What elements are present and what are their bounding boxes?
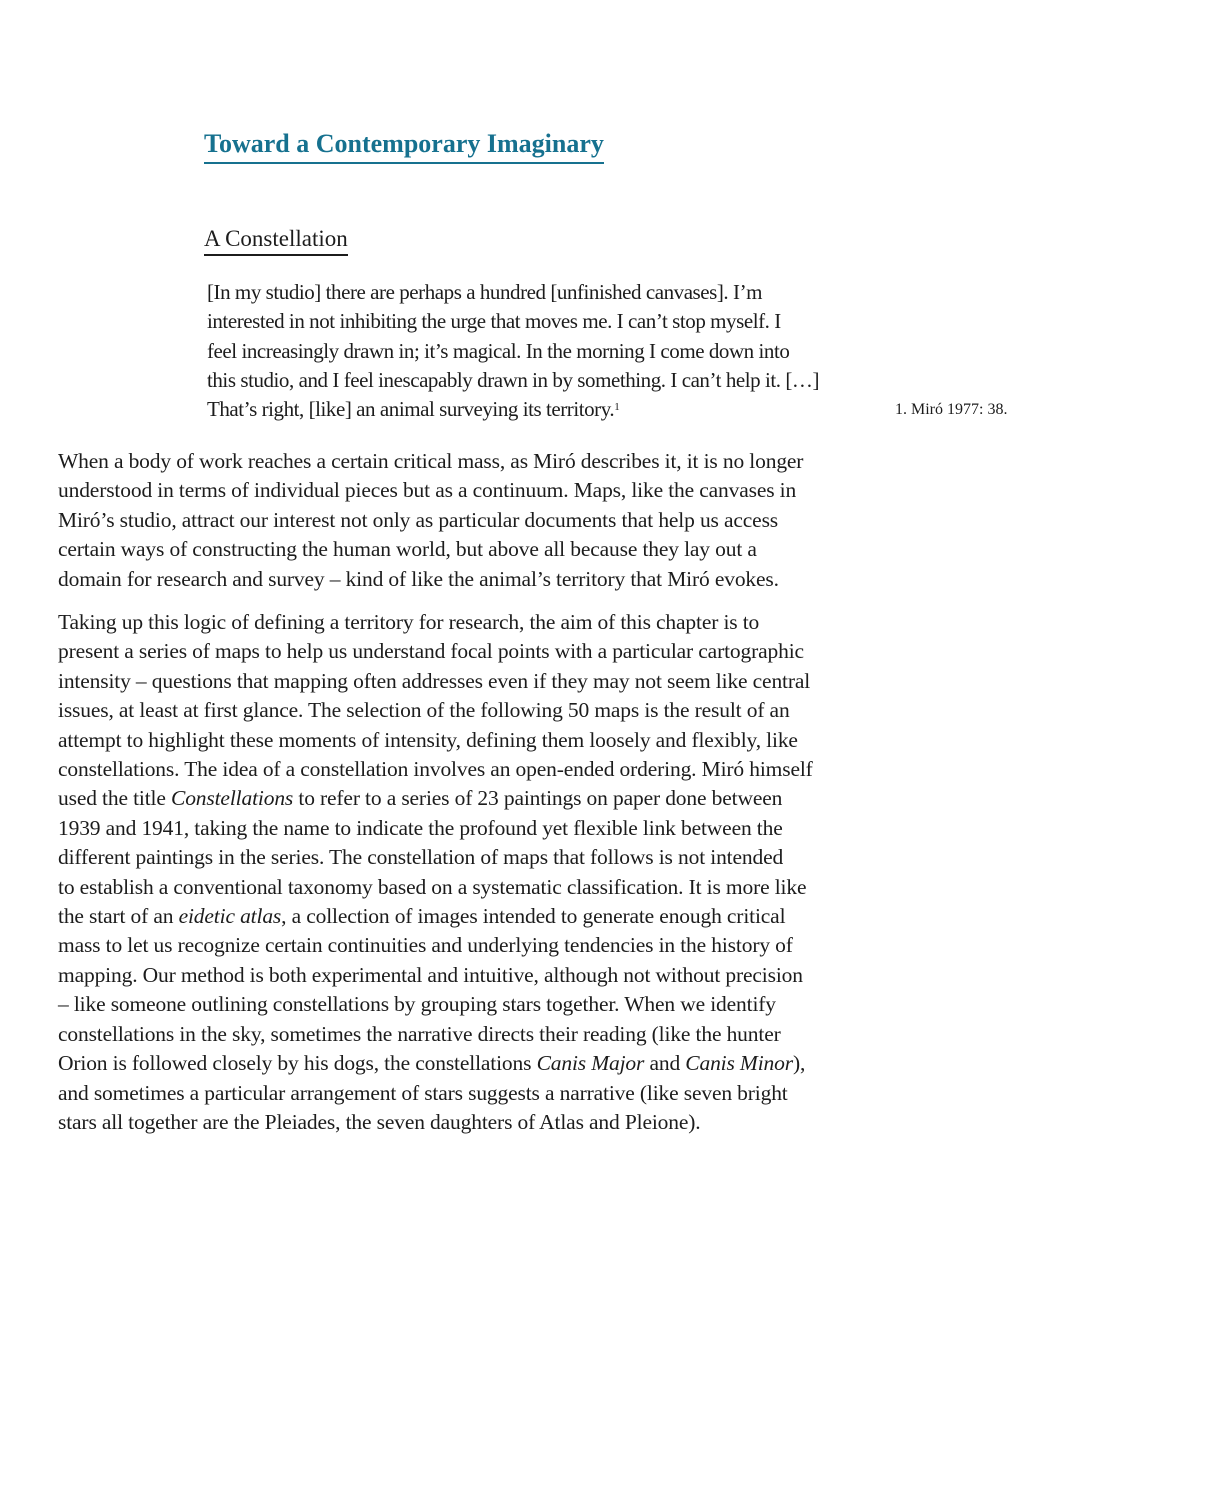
epigraph-quote [207,278,887,424]
paragraph-line: different paintings in the series. The constellation of maps that follows is not intended [58,845,784,870]
epigraph-line: [In my studio] there are perhaps a hundred [unfinished canvases]. I’m [207,280,762,304]
paragraph-line: and sometimes a particular arrangement of stars suggests a narrative (like seven bright [58,1080,788,1105]
text-run: , a collection of images intended to generate enough critical [281,904,786,929]
text-run: the start of an [58,904,179,929]
paragraph-line: constellations. The idea of a constellation involves an open-ended ordering. Miró himself [58,757,813,782]
paragraph-line [58,784,888,813]
epigraph-line-text: That’s right, [like] an animal surveying its territory. [207,397,615,422]
paragraph-line: mass to let us recognize certain continuities and underlying tendencies in the history of [58,933,793,958]
body-paragraph-1 [58,447,888,594]
italic-canis-minor: Canis Minor [685,1051,793,1076]
paragraph-line: Miró’s studio, attract our interest not only as particular documents that help us access [58,507,779,532]
paragraph-line: issues, at least at first glance. The selection of the following 50 maps is the result of an [58,698,790,723]
text-run: ), [792,1051,806,1076]
footnote-sidenote: 1. Miró 1977: 38. [895,401,1008,418]
paragraph-line: mapping. Our method is both experimental and intuitive, although not without precision [58,962,803,987]
text-run: Orion is followed closely by his dogs, the constellations [58,1051,537,1076]
paragraph-line: When a body of work reaches a certain critical mass, as Miró describes it, it is no longer [58,449,804,473]
paragraph-line: Taking up this logic of defining a territory for research, the aim of this chapter is to [58,610,760,634]
footnote-reference[interactable]: 1 [614,401,620,414]
paragraph-line: domain for research and survey – kind of like the animal’s territory that Miró evokes. [58,566,779,591]
paragraph-line: to establish a conventional taxonomy based on a systematic classification. It is more like [58,874,807,899]
epigraph-line: this studio, and I feel inescapably drawn in by something. I can’t help it. […] [207,367,819,392]
paragraph-line [58,1049,888,1078]
text-run: to refer to a series of 23 paintings on paper done between [293,786,783,811]
paragraph-line: understood in terms of individual pieces but as a continuum. Maps, like the canvases in [58,478,797,503]
epigraph-line [207,395,887,424]
epigraph-line: feel increasingly drawn in; it’s magical. In the morning I come down into [207,338,790,363]
italic-title-constellations: Constellations [171,786,294,811]
text-run: used the title [58,786,171,811]
paragraph-line [58,902,888,931]
italic-canis-major: Canis Major [536,1051,645,1076]
paragraph-line: stars all together are the Pleiades, the seven daughters of Atlas and Pleione). [58,1109,701,1134]
paragraph-line: constellations in the sky, sometimes the narrative directs their reading (like the hunter [58,1021,781,1046]
italic-term-eidetic-atlas: eidetic atlas [178,904,282,929]
epigraph-line: interested in not inhibiting the urge that moves me. I can’t stop myself. I [207,309,781,334]
paragraph-line: 1939 and 1941, taking the name to indicate the profound yet flexible link between the [58,815,783,840]
text-run: and [644,1051,686,1076]
chapter-title: Toward a Contemporary Imaginary [204,126,604,164]
paragraph-line: intensity – questions that mapping often addresses even if they may not seem like central [58,668,811,693]
body-paragraph-2 [58,608,888,1137]
paragraph-line: present a series of maps to help us understand focal points with a particular cartographic [58,639,804,664]
paragraph-line: attempt to highlight these moments of intensity, defining them loosely and flexibly, like [58,727,798,752]
section-title: A Constellation [204,224,348,256]
paragraph-line: certain ways of constructing the human world, but above all because they lay out a [58,537,757,562]
paragraph-line: – like someone outlining constellations by grouping stars together. When we identify [58,992,776,1017]
